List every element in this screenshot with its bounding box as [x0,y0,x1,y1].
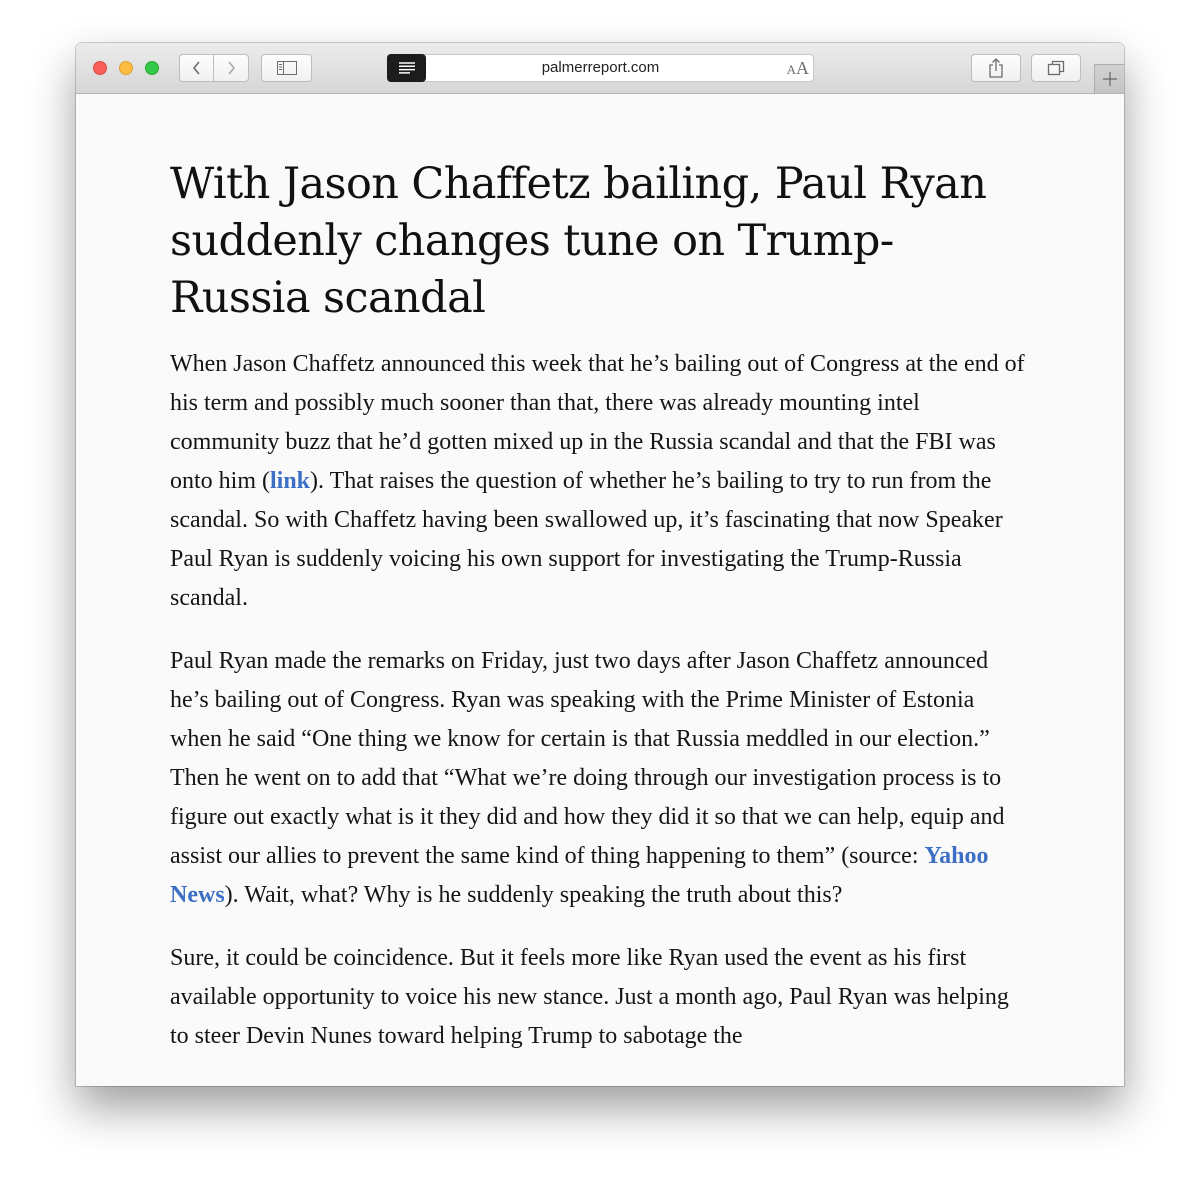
reader-view-icon [398,62,416,74]
tab-overview-icon [1047,60,1065,76]
sidebar-icon [277,61,297,75]
url-text[interactable]: palmerreport.com [541,59,660,76]
yahoo-news-link[interactable]: Yahoo News [170,843,989,908]
paragraph-text: When Jason Chaffetz announced this week that he’s bailing out of Congress at the end of his term and possibly much sooner than that, there was already mounting intel community buzz that he’d gotten mixed up in the Russia scandal and that the FBI was onto him ( [170,351,1025,494]
text-size-button[interactable] [787,55,809,81]
browser-toolbar [76,43,1124,94]
paragraph-text: ). Wait, what? Why is he suddenly speaking the truth about this? [224,882,843,908]
reader-view-button[interactable] [387,54,426,82]
text-size-small-label: A [786,62,796,77]
forward-button[interactable] [214,54,249,82]
browser-window [76,43,1124,1086]
chevron-left-icon [191,60,203,76]
chevron-right-icon [225,60,237,76]
address-bar[interactable] [387,54,814,82]
share-icon [988,58,1004,78]
tab-overview-button[interactable] [1031,54,1081,82]
sidebar-button[interactable] [261,54,312,82]
paragraph-text: ). That raises the question of whether he’s bailing to try to run from the scandal. So with Chaffetz having been swallowed up, it’s fascinating that now Speaker Paul Ryan is suddenly voicing his own support for investigating the Trump-Russia scandal. [170,468,1003,611]
share-button[interactable] [971,54,1021,82]
article-paragraph: Sure, it could be coincidence. But it feels more like Ryan used the event as his first available opportunity to voice his new stance. Just a month ago, Paul Ryan was helping to steer Devin Nunes toward helping Trump to sabotage the [170,945,1009,1049]
zoom-window-button[interactable] [145,61,159,75]
reader-content[interactable] [76,94,1124,1086]
article [170,156,1030,1080]
new-tab-button[interactable] [1094,64,1124,93]
paragraph-text: Paul Ryan made the remarks on Friday, just two days after Jason Chaffetz announced he’s bailing out of Congress. Ryan was speaking with the Prime Minister of Estonia when he said “One thing we know for certain is that Russia meddled in our election.” Then he went on to add that “What we’re doing through our investigation process is to figure out exactly what is it they did and how they did it so that we can help, equip and assist our allies to prevent the same kind of thing happening to them” (source: [170,648,1005,869]
minimize-window-button[interactable] [119,61,133,75]
article-paragraph [170,642,1030,915]
plus-icon [1103,72,1117,86]
text-size-large-label: A [796,58,809,78]
article-link[interactable]: link [270,468,311,494]
article-title: With Jason Chaffetz bailing, Paul Ryan suddenly changes tune on Trump-Russia scandal [170,159,987,323]
article-paragraph [170,345,1030,618]
back-button[interactable] [179,54,214,82]
close-window-button[interactable] [93,61,107,75]
